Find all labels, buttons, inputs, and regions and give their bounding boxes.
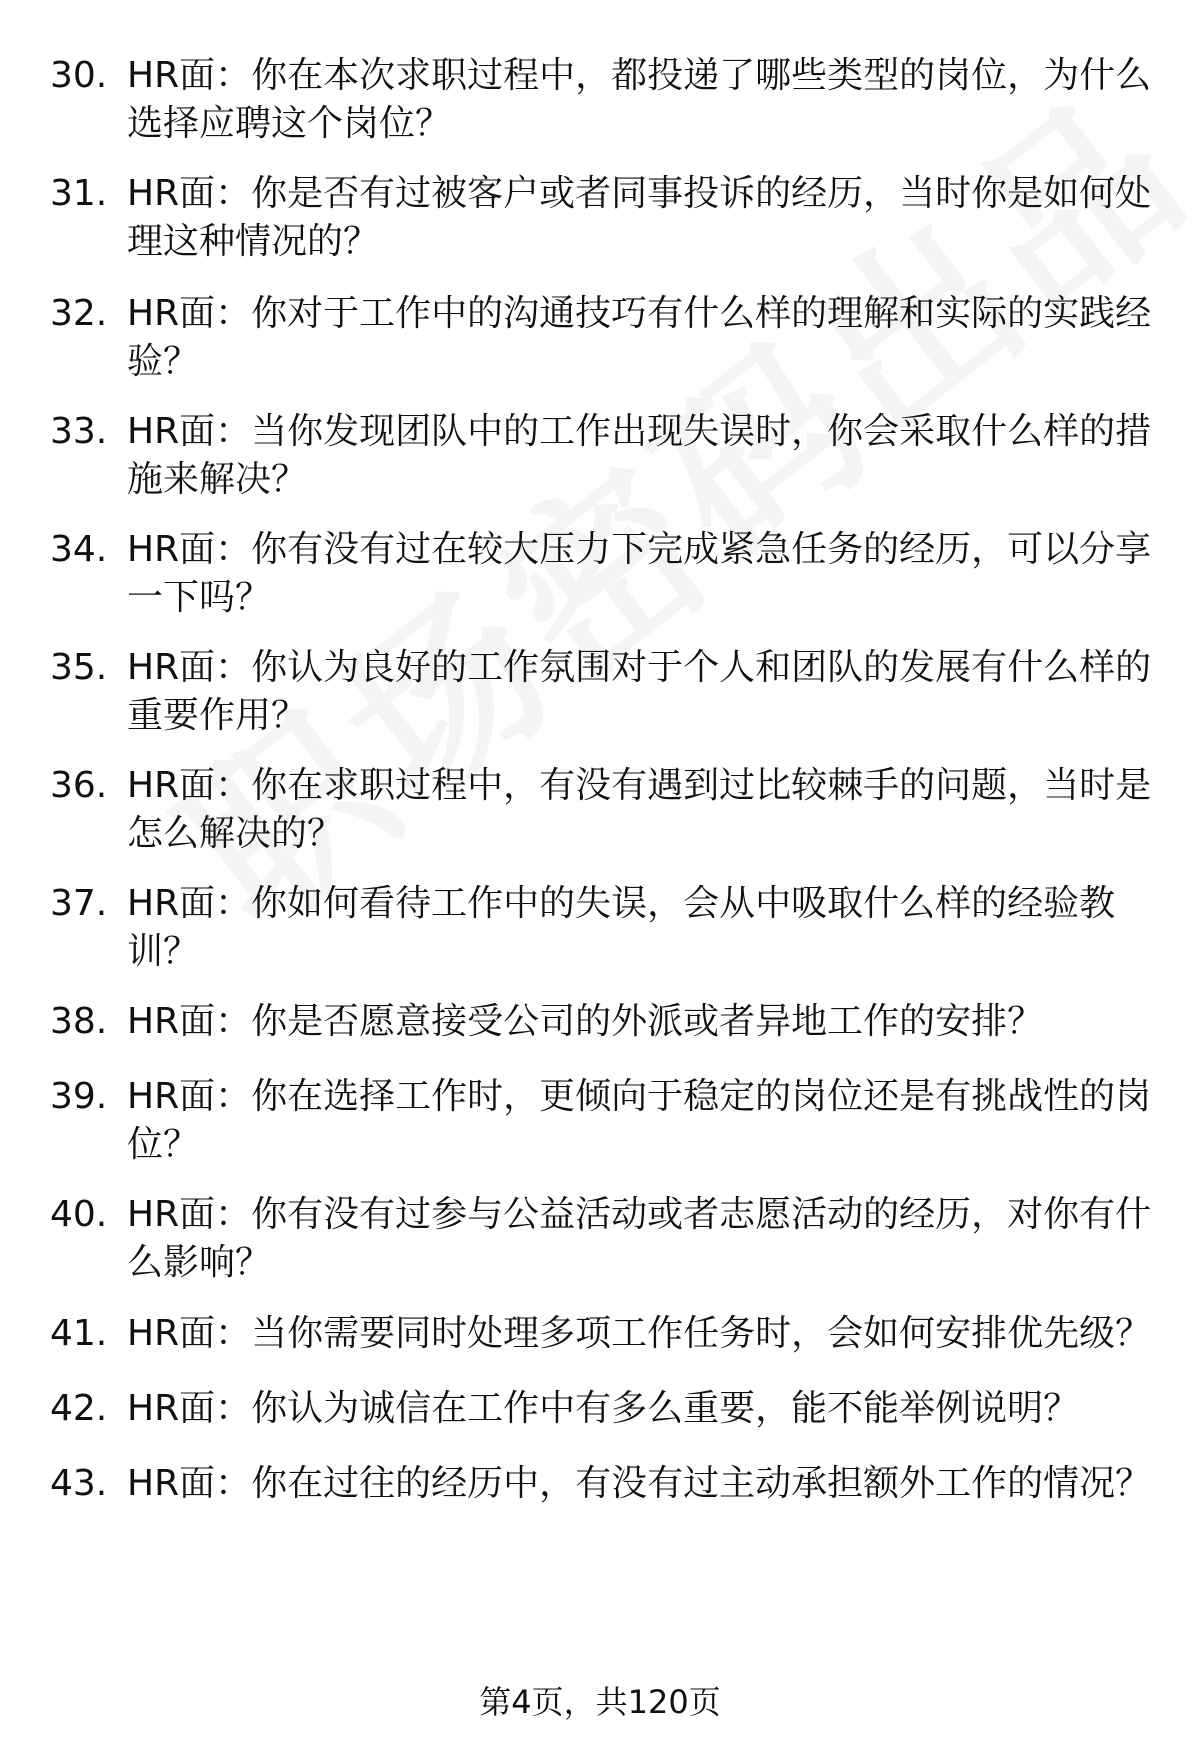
question-text: HR面：你是否愿意接受公司的外派或者异地工作的安排？ xyxy=(127,1001,1044,1042)
question-text: HR面：你认为良好的工作氛围对于个人和团队的发展有什么样的重要作用？ xyxy=(127,647,1152,736)
question-number: 36. xyxy=(50,765,108,806)
question-number: 30. xyxy=(50,55,108,96)
question-text: HR面：当你需要同时处理多项工作任务时，会如何安排优先级？ xyxy=(127,1313,1152,1354)
question-number: 35. xyxy=(50,647,108,688)
question-number: 42. xyxy=(50,1388,108,1429)
question-number: 34. xyxy=(50,529,108,570)
page-footer: 第4页，共120页 xyxy=(479,1683,721,1721)
question-text: HR面：你认为诚信在工作中有多么重要，能不能举例说明？ xyxy=(127,1388,1080,1429)
question-number: 39. xyxy=(50,1076,108,1117)
question-number: 31. xyxy=(50,173,108,214)
question-text: HR面：你在过往的经历中，有没有过主动承担额外工作的情况？ xyxy=(127,1463,1152,1504)
question-number: 37. xyxy=(50,883,108,924)
question-text: HR面：你在本次求职过程中，都投递了哪些类型的岗位，为什么选择应聘这个岗位？ xyxy=(127,55,1152,144)
question-text: HR面：你对于工作中的沟通技巧有什么样的理解和实际的实践经验？ xyxy=(127,293,1152,382)
question-text: HR面：你有没有过在较大压力下完成紧急任务的经历，可以分享一下吗？ xyxy=(127,529,1152,618)
question-text: HR面：你有没有过参与公益活动或者志愿活动的经历，对你有什么影响？ xyxy=(127,1194,1152,1283)
question-text: HR面：你在求职过程中，有没有遇到过比较棘手的问题，当时是怎么解决的？ xyxy=(127,765,1152,854)
question-text: HR面：你在选择工作时，更倾向于稳定的岗位还是有挑战性的岗位？ xyxy=(127,1076,1152,1165)
question-number: 33. xyxy=(50,411,108,452)
question-number: 40. xyxy=(50,1194,108,1235)
question-text: HR面：你是否有过被客户或者同事投诉的经历，当时你是如何处理这种情况的？ xyxy=(127,173,1152,262)
question-number: 38. xyxy=(50,1001,108,1042)
question-text: HR面：你如何看待工作中的失误，会从中吸取什么样的经验教训？ xyxy=(127,883,1116,972)
question-number: 32. xyxy=(50,293,108,334)
question-text: HR面：当你发现团队中的工作出现失误时，你会采取什么样的措施来解决？ xyxy=(127,411,1152,500)
question-number: 41. xyxy=(50,1313,108,1354)
question-number: 43. xyxy=(50,1463,108,1504)
